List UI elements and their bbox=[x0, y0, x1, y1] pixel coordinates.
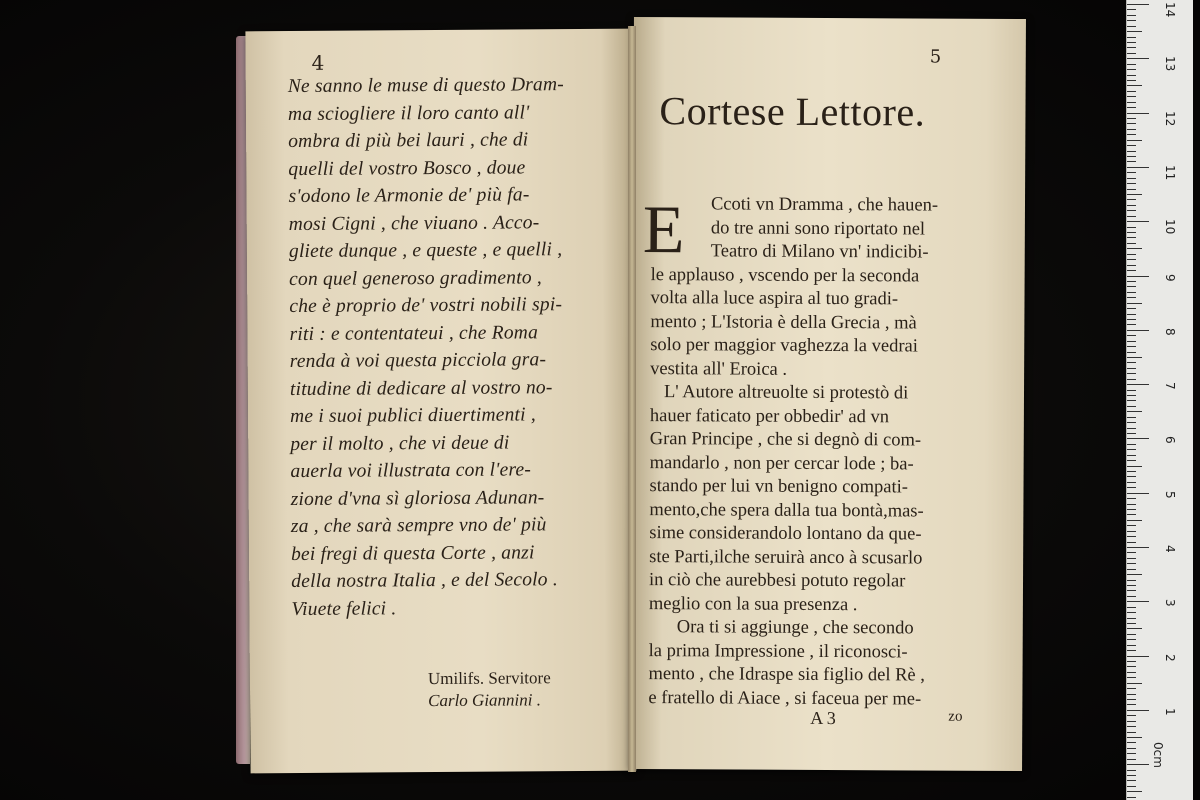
text-line: riti : e contentateui , che Roma bbox=[289, 321, 539, 345]
ruler-tick bbox=[1127, 189, 1136, 190]
text-line: quelli del vostro Bosco , doue bbox=[288, 156, 526, 180]
text-line: me i suoi publici diuertimenti , bbox=[290, 404, 536, 428]
ruler-tick bbox=[1127, 319, 1136, 320]
text-line: Teatro di Milano vn' indicibi- bbox=[710, 241, 929, 263]
ruler-number: 9 bbox=[1163, 273, 1177, 282]
ruler-tick bbox=[1127, 118, 1136, 119]
ruler-tick bbox=[1127, 726, 1136, 727]
ruler-tick bbox=[1127, 514, 1136, 515]
ruler-tick bbox=[1127, 248, 1142, 249]
ruler-tick bbox=[1127, 683, 1142, 684]
ruler-number: 6 bbox=[1163, 436, 1177, 445]
ruler-tick bbox=[1127, 525, 1136, 526]
ruler-tick bbox=[1127, 362, 1136, 363]
ruler-tick bbox=[1127, 69, 1136, 70]
ruler-tick bbox=[1127, 379, 1136, 380]
text-line: gliete dunque , e queste , e quelli , bbox=[288, 239, 563, 263]
measuring-ruler bbox=[1126, 0, 1193, 800]
ruler-tick bbox=[1127, 151, 1136, 152]
ruler-tick bbox=[1127, 96, 1136, 97]
text-line: solo per maggior vaghezza la vedrai bbox=[650, 335, 918, 357]
left-page bbox=[245, 29, 636, 774]
ruler-tick bbox=[1127, 47, 1136, 48]
ruler-tick bbox=[1127, 303, 1142, 304]
ruler-tick bbox=[1127, 612, 1136, 613]
ruler-tick bbox=[1127, 145, 1136, 146]
ruler-tick bbox=[1127, 645, 1136, 646]
ruler-tick bbox=[1127, 780, 1136, 781]
ruler-tick bbox=[1127, 656, 1149, 657]
ruler-tick bbox=[1127, 764, 1149, 765]
right-page bbox=[630, 17, 1026, 771]
text-line: in ciò che aurebbesi potuto regolar bbox=[648, 570, 906, 592]
ruler-tick bbox=[1127, 542, 1136, 543]
ruler-tick bbox=[1127, 618, 1136, 619]
ruler-tick bbox=[1127, 368, 1136, 369]
ruler-tick bbox=[1127, 438, 1149, 439]
text-line: per il molto , che vi deue di bbox=[290, 432, 510, 455]
right-page-number: 5 bbox=[929, 46, 942, 68]
ruler-tick bbox=[1127, 449, 1136, 450]
ruler-tick bbox=[1127, 390, 1136, 391]
ruler-tick bbox=[1127, 384, 1149, 385]
ruler-tick bbox=[1127, 672, 1136, 673]
ruler-tick bbox=[1127, 639, 1136, 640]
text-line: la prima Impressione , il riconosci- bbox=[648, 640, 908, 662]
ruler-tick bbox=[1127, 748, 1136, 749]
ruler-tick bbox=[1127, 53, 1136, 54]
ruler-tick bbox=[1127, 536, 1136, 537]
ruler-number: 7 bbox=[1163, 382, 1177, 390]
text-line: sime considerandolo lontano da que- bbox=[649, 523, 922, 545]
text-line: della nostra Italia , e del Secolo . bbox=[291, 569, 558, 593]
text-line: che è proprio de' vostri nobili spi- bbox=[289, 294, 563, 318]
catchword: zo bbox=[948, 708, 963, 725]
ruler-tick bbox=[1127, 107, 1136, 108]
ruler-tick bbox=[1127, 699, 1136, 700]
ruler-tick bbox=[1127, 210, 1136, 211]
ruler-tick bbox=[1127, 563, 1136, 564]
text-line: le applauso , vscendo per la seconda bbox=[650, 264, 920, 286]
ruler-tick bbox=[1127, 199, 1136, 200]
ruler-tick bbox=[1127, 737, 1142, 738]
text-line: mosi Cigni , che viuano . Acco- bbox=[288, 211, 540, 235]
ruler-tick bbox=[1127, 102, 1136, 103]
ruler-tick bbox=[1127, 37, 1136, 38]
ruler-tick bbox=[1127, 704, 1136, 705]
ruler-tick bbox=[1127, 314, 1136, 315]
ruler-tick bbox=[1127, 330, 1149, 331]
ruler-tick bbox=[1127, 297, 1136, 298]
ruler-number: 10 bbox=[1163, 219, 1177, 235]
ruler-tick bbox=[1127, 373, 1136, 374]
ruler-tick bbox=[1127, 161, 1136, 162]
ruler-tick bbox=[1127, 487, 1136, 488]
ruler-number: 1 bbox=[1163, 707, 1177, 716]
text-line: Viuete felici . bbox=[291, 597, 397, 620]
ruler-tick bbox=[1127, 4, 1149, 5]
ruler-tick bbox=[1127, 498, 1136, 499]
text-line: s'odono le Armonie de' più fa- bbox=[288, 184, 530, 208]
right-page-text bbox=[648, 193, 1001, 712]
text-line: renda à voi questa picciola gra- bbox=[289, 349, 547, 373]
ruler-tick bbox=[1127, 194, 1142, 195]
ruler-tick bbox=[1127, 270, 1136, 271]
ruler-tick bbox=[1127, 677, 1136, 678]
ruler-tick bbox=[1127, 308, 1136, 309]
ruler-tick bbox=[1127, 444, 1136, 445]
ruler-tick bbox=[1127, 183, 1136, 184]
ruler-tick bbox=[1127, 759, 1136, 760]
signature-name: Carlo Giannini . bbox=[428, 690, 542, 711]
ruler-tick bbox=[1127, 460, 1136, 461]
text-line: con quel generoso gradimento , bbox=[289, 266, 542, 290]
ruler-number: 8 bbox=[1163, 327, 1177, 336]
ruler-tick bbox=[1127, 466, 1142, 467]
ruler-tick bbox=[1127, 205, 1136, 206]
text-line: ste Parti,ilche seruirà anco à scusarlo bbox=[649, 546, 923, 568]
left-page-text bbox=[288, 71, 622, 623]
ruler-tick bbox=[1127, 558, 1136, 559]
text-line: ombra di più bei lauri , che di bbox=[288, 129, 529, 153]
ruler-tick bbox=[1127, 15, 1136, 16]
text-line: meglio con la sua presenza . bbox=[648, 593, 858, 615]
text-line: bei fregi di questa Corte , anzi bbox=[290, 541, 535, 565]
ruler-tick bbox=[1127, 455, 1136, 456]
ruler-tick bbox=[1127, 688, 1136, 689]
ruler-tick bbox=[1127, 20, 1136, 21]
ruler-tick bbox=[1127, 580, 1136, 581]
dedication-signature bbox=[428, 667, 628, 712]
ruler-tick bbox=[1127, 221, 1149, 222]
ruler-tick bbox=[1127, 509, 1136, 510]
ruler-tick bbox=[1127, 786, 1136, 787]
ruler-tick bbox=[1127, 341, 1136, 342]
text-line: hauer faticato per obbedir' ad vn bbox=[649, 405, 890, 427]
ruler-tick bbox=[1127, 482, 1136, 483]
text-line: stando per lui vn benigno compati- bbox=[649, 476, 909, 498]
ruler-tick bbox=[1127, 666, 1136, 667]
ruler-tick bbox=[1127, 694, 1136, 695]
drop-cap: E bbox=[642, 191, 685, 268]
ruler-tick bbox=[1127, 259, 1136, 260]
ruler-tick bbox=[1127, 324, 1136, 325]
ruler-tick bbox=[1127, 352, 1136, 353]
ruler-tick bbox=[1127, 281, 1136, 282]
ruler-tick bbox=[1127, 433, 1136, 434]
ruler-tick bbox=[1127, 775, 1136, 776]
ruler-tick bbox=[1127, 661, 1136, 662]
ruler-tick bbox=[1127, 569, 1136, 570]
ruler-tick bbox=[1127, 471, 1136, 472]
ruler-tick bbox=[1127, 607, 1136, 608]
ruler-tick bbox=[1127, 601, 1149, 602]
signature-mark: A 3 bbox=[810, 707, 836, 729]
text-line: L' Autore altreuolte si protestò di bbox=[663, 382, 909, 404]
ruler-tick bbox=[1127, 227, 1136, 228]
ruler-tick bbox=[1127, 276, 1149, 277]
ruler-tick bbox=[1127, 476, 1136, 477]
ruler-tick bbox=[1127, 286, 1136, 287]
ruler-tick bbox=[1127, 742, 1136, 743]
left-page-number: 4 bbox=[311, 50, 325, 75]
ruler-tick bbox=[1127, 721, 1136, 722]
ruler-tick bbox=[1127, 650, 1136, 651]
ruler-tick bbox=[1127, 797, 1136, 798]
ruler-number: 11 bbox=[1163, 164, 1177, 181]
ruler-tick bbox=[1127, 156, 1136, 157]
ruler-number: 2 bbox=[1163, 653, 1177, 662]
ruler-tick bbox=[1127, 178, 1136, 179]
text-line: Ora ti si aggiunge , che secondo bbox=[676, 617, 914, 639]
book-gutter bbox=[628, 26, 636, 772]
ruler-tick bbox=[1127, 31, 1142, 32]
ruler-tick bbox=[1127, 80, 1136, 81]
ruler-tick bbox=[1127, 406, 1136, 407]
ruler-tick bbox=[1127, 585, 1136, 586]
ruler-tick bbox=[1127, 335, 1136, 336]
text-line: Ccoti vn Dramma , che hauen- bbox=[710, 194, 939, 216]
ruler-tick bbox=[1127, 428, 1136, 429]
text-line: titudine di dedicare al vostro no- bbox=[289, 376, 553, 400]
ruler-tick bbox=[1127, 237, 1136, 238]
ruler-unit-label: 0cm bbox=[1151, 742, 1165, 768]
ruler-tick bbox=[1127, 732, 1136, 733]
ruler-tick bbox=[1127, 628, 1142, 629]
ruler-tick bbox=[1127, 520, 1142, 521]
ruler-tick bbox=[1127, 91, 1136, 92]
ruler-tick bbox=[1127, 493, 1149, 494]
ruler-tick bbox=[1127, 531, 1136, 532]
ruler-number: 3 bbox=[1163, 599, 1177, 607]
text-line: e fratello di Aiace , si faceua per me- bbox=[648, 687, 922, 709]
ruler-tick bbox=[1127, 140, 1142, 141]
ruler-number: 14 bbox=[1163, 2, 1177, 18]
ruler-tick bbox=[1127, 400, 1136, 401]
text-line: do tre anni sono riportato nel bbox=[710, 217, 926, 240]
ruler-tick bbox=[1127, 357, 1142, 358]
text-line: vestita all' Eroica . bbox=[650, 358, 788, 380]
ruler-tick bbox=[1127, 232, 1136, 233]
ruler-tick bbox=[1127, 26, 1136, 27]
ruler-tick bbox=[1127, 596, 1136, 597]
text-line: zione d'vna sì gloriosa Adunan- bbox=[290, 486, 545, 510]
page-title: Cortese Lettore. bbox=[659, 88, 926, 135]
text-line: mento ; L'Istoria è della Grecia , mà bbox=[650, 311, 917, 333]
ruler-tick bbox=[1127, 42, 1136, 43]
ruler-tick bbox=[1127, 422, 1136, 423]
ruler-number: 13 bbox=[1163, 56, 1177, 72]
text-line: mandarlo , non per cercar lode ; ba- bbox=[649, 452, 914, 474]
text-line: za , che sarà sempre vno de' più bbox=[290, 514, 547, 538]
ruler-tick bbox=[1127, 292, 1136, 293]
text-line: mento,che spera dalla tua bontà,mas- bbox=[649, 499, 924, 522]
ruler-tick bbox=[1127, 753, 1136, 754]
text-line: Ne sanno le muse di questo Dram- bbox=[287, 74, 564, 98]
ruler-tick bbox=[1127, 172, 1136, 173]
ruler-tick bbox=[1127, 552, 1136, 553]
ruler-tick bbox=[1127, 129, 1136, 130]
ruler-tick bbox=[1127, 411, 1142, 412]
text-line: volta alla luce aspira al tuo gradi- bbox=[650, 288, 899, 310]
ruler-tick bbox=[1127, 64, 1136, 65]
signature-title: Umilifs. Servitore bbox=[427, 668, 551, 689]
text-line: ma sciogliere il loro canto all' bbox=[287, 101, 530, 125]
ruler-tick bbox=[1127, 574, 1142, 575]
ruler-tick bbox=[1127, 123, 1136, 124]
ruler-tick bbox=[1127, 85, 1142, 86]
ruler-tick bbox=[1127, 634, 1136, 635]
text-line: mento , che Idraspe sia figlio del Rè , bbox=[648, 664, 925, 686]
ruler-tick bbox=[1127, 623, 1136, 624]
ruler-tick bbox=[1127, 216, 1136, 217]
ruler-tick bbox=[1127, 710, 1149, 711]
ruler-tick bbox=[1127, 715, 1136, 716]
ruler-tick bbox=[1127, 791, 1142, 792]
ruler-tick bbox=[1127, 113, 1149, 114]
ruler-tick bbox=[1127, 590, 1136, 591]
ruler-number: 12 bbox=[1163, 110, 1177, 126]
ruler-number: 4 bbox=[1163, 545, 1177, 553]
ruler-tick bbox=[1127, 547, 1149, 548]
ruler-number: 5 bbox=[1163, 490, 1177, 499]
ruler-tick bbox=[1127, 9, 1136, 10]
text-line: Gran Principe , che si degnò di com- bbox=[649, 429, 922, 451]
ruler-tick bbox=[1127, 770, 1136, 771]
ruler-tick bbox=[1127, 417, 1136, 418]
ruler-tick bbox=[1127, 504, 1136, 505]
ruler-tick bbox=[1127, 243, 1136, 244]
ruler-tick bbox=[1127, 167, 1149, 168]
ruler-tick bbox=[1127, 265, 1136, 266]
ruler-tick bbox=[1127, 58, 1149, 59]
ruler-tick bbox=[1127, 395, 1136, 396]
ruler-tick bbox=[1127, 75, 1136, 76]
ruler-tick bbox=[1127, 134, 1136, 135]
ruler-tick bbox=[1127, 254, 1136, 255]
ruler-tick bbox=[1127, 346, 1136, 347]
text-line: auerla voi illustrata con l'ere- bbox=[290, 459, 532, 483]
